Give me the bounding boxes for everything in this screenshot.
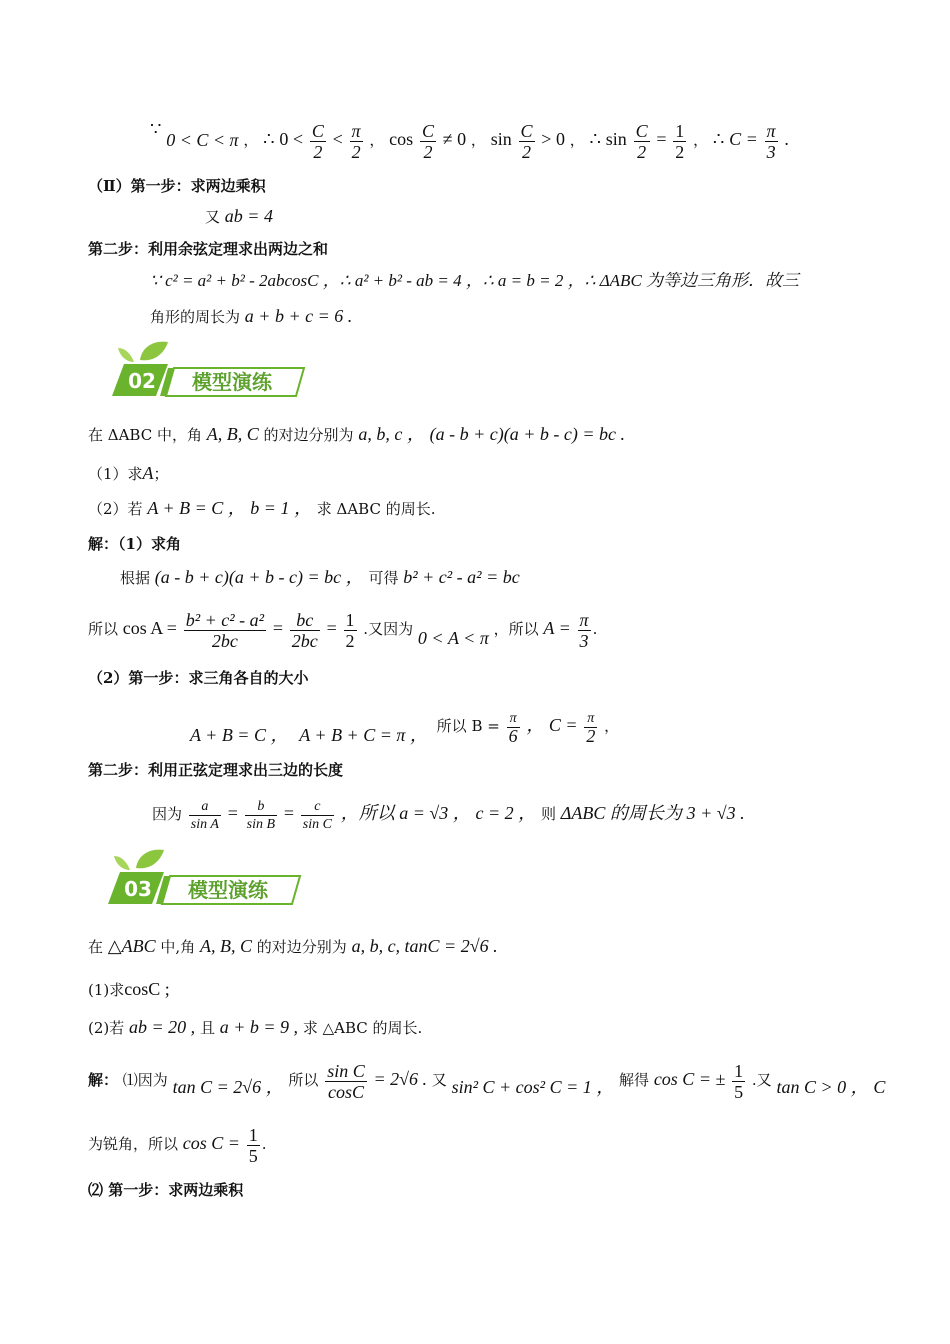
problem2-q2: （2）若 A + B = C ， b = 1 ， 求 ΔABC 的周长. — [88, 498, 436, 518]
problem2-basis-line: 根据 (a - b + c)(a + b - c) = bc ， 可得 b² + c² - a² = bc — [120, 567, 520, 587]
perimeter-line: 角形的周长为 a + b + c = 6 . — [150, 306, 353, 326]
part2-step1-heading: （Ⅱ）第一步：求两边乘积 — [88, 177, 266, 195]
because-symbol: ∵ — [150, 119, 162, 139]
pi-over-2-fraction: $\frac{\pi}{2}$ — [351, 120, 361, 162]
problem3-step-heading: ⑵ 第一步：求两边乘积 — [88, 1181, 244, 1199]
problem2-step2-heading: 第二步：利用正弦定理求出三边的长度 — [88, 761, 344, 779]
problem2-angles-line: A + B = C ， A + B + C = π ， 所以 B = $\frac{\pi}{6}$ ， C = $\frac{\pi}{2}$ ， — [190, 710, 620, 746]
problem3-q1: (1)求cosC ; — [88, 979, 170, 999]
problem2-cosA-line: 所以 cos A = $\frac{\text{b² + c² - a²}}{2bc}$ = $\frac{bc}{2bc}$ = $\frac{1}{2}$ .又因为 0 < A < π ，所以 A = $\frac{\pi}{3}$ . — [88, 609, 598, 651]
c-range: 0 < C < π — [166, 130, 239, 150]
banner-title: 模型演练 — [188, 878, 268, 902]
problem3-solution-line: 解： ⑴因为 tan C = 2√6 ， 所以 $\frac{\text{sin C}}{\cos C}$ = 2√6 . 又 sin² C + cos² C = 1 ， 解得 cos C = ± $\frac{1}{5}$ .又 tan C > 0 ， C — [88, 1060, 886, 1102]
law-of-cosines-line: ∵ c² = a² + b² - 2abcosC ，∴ a² + b² - ab = 4 ，∴ a = b = 2 ，∴ ΔABC 为等边三角形．故三 — [150, 271, 800, 290]
section-banner-02 — [100, 338, 310, 402]
problem3-acute-line: 为锐角，所以 cos C = $\frac{1}{5}$ . — [88, 1124, 267, 1166]
problem3-stem: 在 △ABC 中,角 A, B, C 的对边分别为 a, b, c, tanC = 2√6 . — [88, 936, 498, 956]
part2-step2-heading: 第二步：利用余弦定理求出两边之和 — [88, 240, 329, 258]
part1-line: ∵ 0 < C < π ， ∴ 0 < $\frac{C}{2}$ < $\frac{\pi}{2}$ ， cos $\frac{C}{2}$ ≠ 0 ， sin $\frac{C}{2}$ > 0 ， ∴ sin $\frac{C}{2}$ = $\frac{1}{2}$ ， ∴ C = $\frac{\pi}{3}$ . — [150, 119, 789, 162]
problem2-solution-heading: 解：（1）求角 — [88, 535, 181, 553]
problem2-q1: （1）求A； — [88, 463, 169, 483]
half-c-fraction: $\frac{C}{2}$ — [311, 120, 324, 162]
problem3-q2: (2)若 ab = 20 , 且 a + b = 9 , 求 △ABC 的周长. — [88, 1017, 423, 1037]
ab-product-line: 又 ab = 4 — [205, 206, 273, 226]
problem2-sine-law-line: 因为 $\frac{a}{\text{sin A}}$ = $\frac{b}{\text{sin B}}$ = $\frac{c}{\text{sin C}}$ ，所以 a = √3 ， c = 2 ， 则 ΔABC 的周长为 3 + √3 . — [152, 798, 745, 832]
banner-title: 模型演练 — [192, 370, 272, 394]
banner-number: 03 — [124, 877, 152, 901]
problem2-step1-heading: （2）第一步：求三角各自的大小 — [88, 669, 309, 687]
banner-number: 02 — [128, 369, 156, 393]
section-banner-03 — [96, 846, 306, 910]
problem2-stem: 在 ΔABC 中，角 A, B, C 的对边分别为 a, b, c ， (a - b + c)(a + b - c) = bc . — [88, 424, 625, 444]
